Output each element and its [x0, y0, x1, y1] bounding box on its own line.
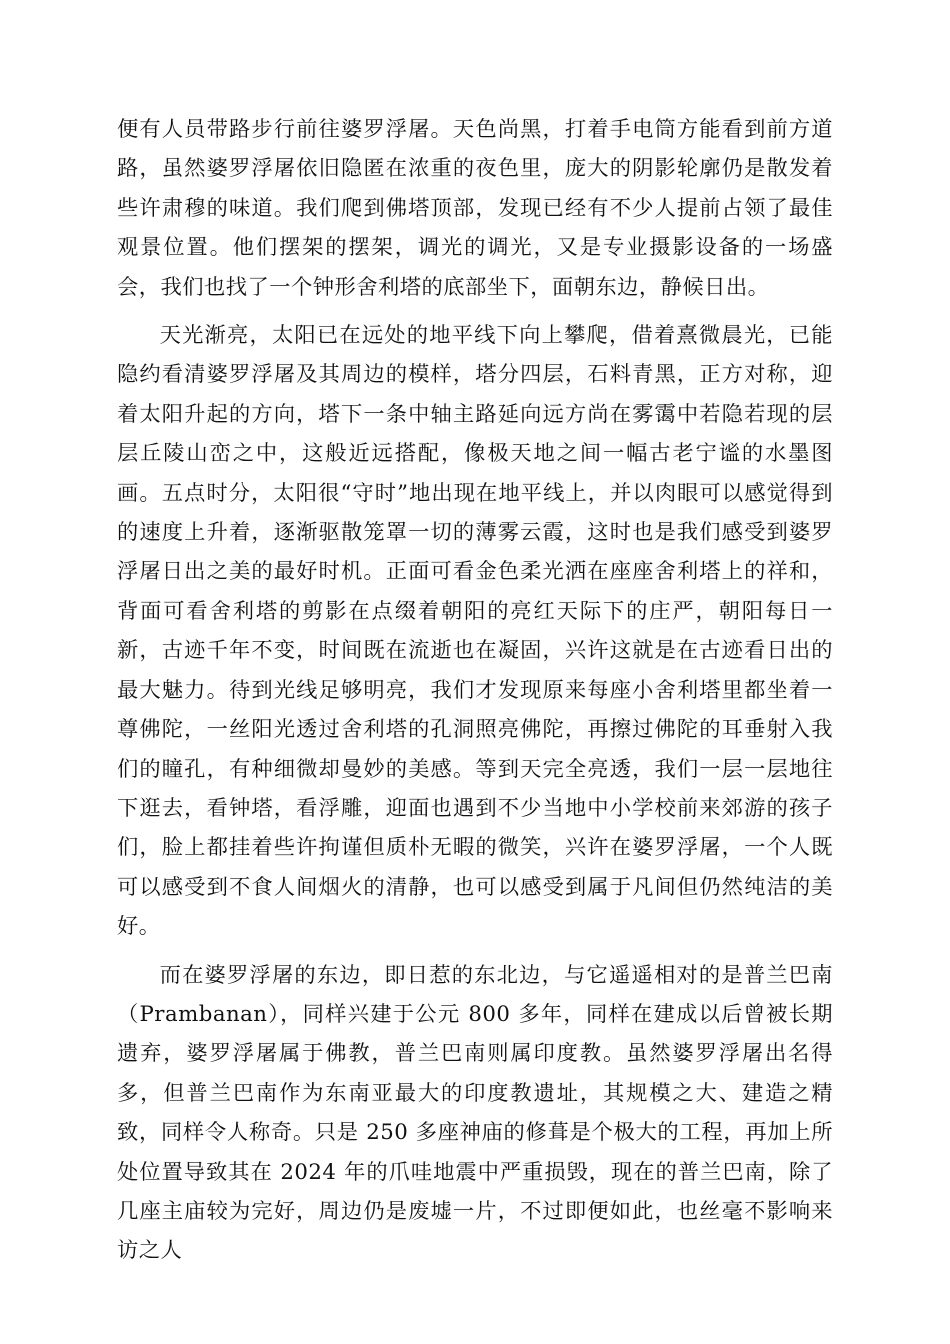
- paragraph-continued: 便有人员带路步行前往婆罗浮屠。天色尚黑，打着手电筒方能看到前方道路，虽然婆罗浮屠依旧隐匿在浓重的夜色里，庞大的阴影轮廓仍是散发着些许肃穆的味道。我们爬到佛塔顶部，发现已经有不少人提前占领了最佳观景位置。他们摆架的摆架，调光的调光，又是专业摄影设备的一场盛会，我们也找了一个钟形舍利塔的底部坐下，面朝东边，静候日出。: [117, 117, 833, 300]
- paragraph-sunrise: 天光渐亮，太阳已在远处的地平线下向上攀爬，借着熹微晨光，已能隐约看清婆罗浮屠及其周边的模样，塔分四层，石料青黑，正方对称，迎着太阳升起的方向，塔下一条中轴主路延向远方尚在雾霭中若隐若现的层层丘陵山峦之中，这般近远搭配，像极天地之间一幅古老宁谧的水墨图画。五点时分，太阳很“守时”地出现在地平线上，并以肉眼可以感觉得到的速度上升着，逐渐驱散笼罩一切的薄雾云霞，这时也是我们感受到婆罗浮屠日出之美的最好时机。正面可看金色柔光洒在座座舍利塔上的祥和，背面可看舍利塔的剪影在点缀着朝阳的亮红天际下的庄严，朝阳每日一新，古迹千年不变，时间既在流逝也在凝固，兴许这就是在古迹看日出的最大魅力。待到光线足够明亮，我们才发现原来每座小舍利塔里都坐着一尊佛陀，一丝阳光透过舍利塔的孔洞照亮佛陀，再擦过佛陀的耳垂射入我们的瞳孔，有种细微却曼妙的美感。等到天完全亮透，我们一层一层地往下逛去，看钟塔，看浮雕，迎面也遇到不少当地中小学校前来郊游的孩子们，脸上都挂着些许拘谨但质朴无暇的微笑，兴许在婆罗浮屠，一个人既可以感受到不食人间烟火的清静，也可以感受到属于凡间但仍然纯洁的美好。: [117, 323, 833, 940]
- document-page: [117, 110, 833, 1271]
- paragraph-prambanan: 而在婆罗浮屠的东边，即日惹的东北边，与它遥遥相对的是普兰巴南（Prambanan），同样兴建于公元 800 多年，同样在建成以后曾被长期遗弃，婆罗浮屠属于佛教，普兰巴南则属印度教。虽然婆罗浮屠出名得多，但普兰巴南作为东南亚最大的印度教遗址，其规模之大、建造之精致，同样令人称奇。只是 250 多座神庙的修葺是个极大的工程，再加上所处位置导致其在 2024 年的爪哇地震中严重损毁，现在的普兰巴南，除了几座主庙较为完好，周边仍是废墟一片，不过即便如此，也丝毫不影响来访之人: [117, 962, 833, 1264]
